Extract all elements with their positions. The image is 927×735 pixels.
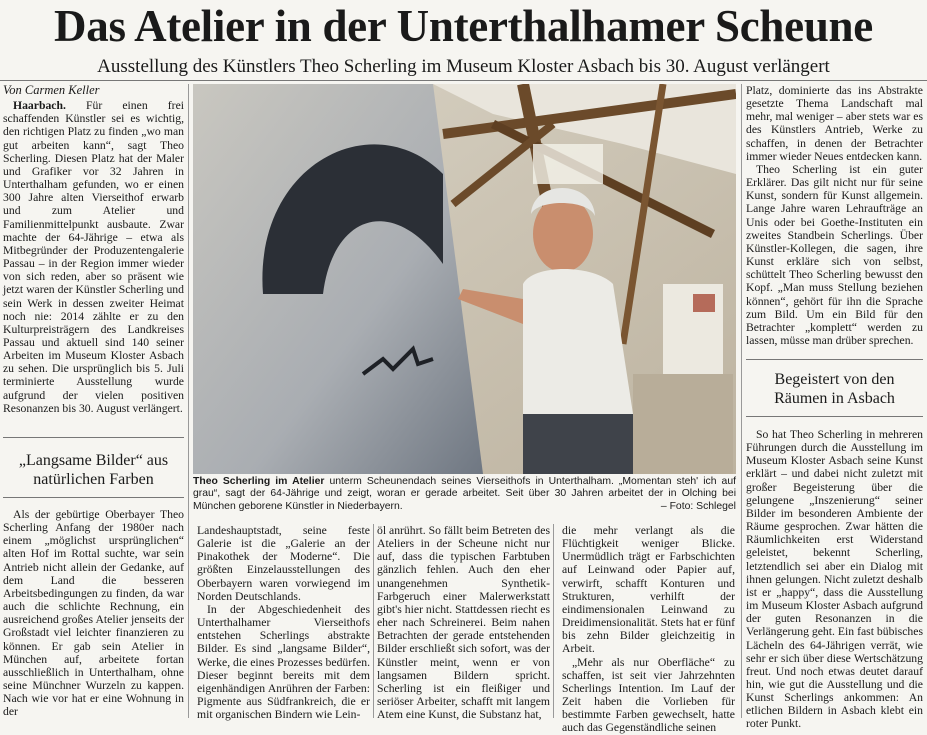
section-subtitle: Begeistert von den Räumen in Asbach [774, 371, 895, 407]
author-byline: Von Carmen Keller [3, 83, 100, 97]
body-paragraph: Platz, dominierte das ins Abstrakte gesetzte Thema Landschaft mal mehr, mal weniger – aber stets war es des Künstlers Antrieb, Werke zu schaffen, in denen der Betrachter immer wieder Neues entdecken kann. [746, 84, 923, 163]
body-paragraph: Landeshauptstadt, seine feste Galerie ist die „Galerie an der Pinakothek der Moderne“. Die größten Einzelausstellungen des Oberbayern waren vorwiegend im Norden Deutschlands. [197, 524, 370, 603]
subtitle-rule-top [3, 437, 184, 438]
subheadline: Ausstellung des Künstlers Theo Scherling im Museum Kloster Asbach bis 30. August verlängert [97, 56, 830, 77]
column-divider [741, 84, 742, 718]
headline: Das Atelier in der Unterthalhamer Scheune [54, 1, 873, 51]
column-4 [562, 524, 735, 735]
caption-text: unterm Scheunendach seines Vierseithofs in Unterthalham. „Momentan steh' ich auf grau“, sagt der 64-Jährige und zeigt, woran er gerade arbeitet. Seit über 30 Jahren arbeitet der in Olching bei München geborene Künstler in Niederbayern. [193, 476, 736, 512]
body-paragraph: Für einen frei schaffenden Künstler sei es wichtig, den richtigen Platz zu finden „wo man gut arbeiten kann“, sagt Theo Scherling. Diesen Platz hat der Maler und Grafiker vor 32 Jahren in Unterthalham gefunden, wo er einen 300 Jahre alten Vierseithof erwarb und zum Atelier und Familienmittelpunkt ausbaute. Zwar machte der 64-Jährige – etwa als Mitbegründer der Produzentengalerie Passau – in der Region immer wieder von sich reden, aber so präsent wie jetzt waren der Künstler Scherling und sein Werk in dessen zweiter Heimat noch nie: 2014 zählte er zu den Kulturpreisträgern des Landkreises Passau und aktuell sind 140 seiner Arbeiten im Museum Kloster Asbach zu sehen. Die ursprünglich bis 5. Juli terminierte Ausstellung wurde aufgrund der vielen positiven Resonanzen bis 30. August verlängert. [3, 99, 185, 415]
subtitle-rule-bottom [746, 416, 923, 417]
column-2 [197, 524, 370, 721]
column-5-top [746, 84, 923, 347]
headline-rule [0, 80, 927, 81]
photo-caption [193, 476, 736, 513]
column-divider [188, 84, 189, 718]
subtitle-rule-bottom [3, 497, 184, 498]
column-divider [553, 524, 554, 718]
subtitle-block-1 [3, 451, 184, 489]
photo-credit: – Foto: Schlegel [660, 500, 736, 512]
body-paragraph: In der Abgeschiedenheit des Unterthalhamer Vierseithofs entstehen Scherlings abstrakte Bilder. Es sind „langsame Bilder“, Werke, die eines Prozesses bedürfen. Dieser beginnt bereits mit dem eigenhändigen Anrühren der Farben: Pigmente aus Südfrankreich, die er mit organischen Bindern wie Lein- [197, 602, 371, 722]
section-subtitle: „Langsame Bilder“ aus natürlichen Farben [18, 452, 169, 488]
body-paragraph: „Mehr als nur Oberfläche“ zu schaffen, ist seit vier Jahrzehnten Scherlings Intention. Im Lauf der Zeit haben die Vorlieben für bestimmte Farben gewechselt, hatte auch das Gegenständliche seinen [562, 655, 735, 735]
column-3 [377, 524, 550, 721]
body-paragraph: Theo Scherling ist ein guter Erklärer. Das gilt nicht nur für seine Kunst, sondern für Kunst allgemein. Lange Jahre waren Lehraufträge an Unis oder bei Goethe-Instituten ein zweites Standbein Scherlings. Über Künstler-Kollegen, die sagen, ihre Kunst erkläre sich von selbst, schüttelt Theo Scherling bewusst den Kopf. „Man muss Stellung beziehen können“, gehört für ihn die Sprache zum Bild. Um ein Bild für den Betrachter „komplett“ werden zu lassen, müsse man drüber sprechen. [746, 162, 923, 347]
body-paragraph: die mehr verlangt als die Flüchtigkeit weniger Blicke. Unermüdlich trägt er Farbschichten auf Leinwand oder Papier auf, verwirft, schafft Konturen und Strukturen, verhilft der eindimensionalen Leinwand zu Dreidimensionalität. Stets hat er fünf bis zehn Bilder gleichzeitig in Arbeit. [562, 524, 735, 656]
column-5-bottom [746, 428, 923, 731]
column-1-bottom [3, 508, 184, 719]
body-paragraph: öl anrührt. So fällt beim Betreten des Ateliers in der Scheune nicht nur auf, dass die typischen Farbtuben gänzlich fehlen. Auch den eher unangenehmen Synthetik-Farbgeruch einer Malerwerkstatt gibt's hier nicht. Stattdessen riecht es eher nach Schreinerei. Beim nahen Betrachten der gerade entstehenden Bilder erschließt sich sofort, was der Künstler meint, wenn er von langsamen Bildern spricht. Scherling ist ein fleißiger und seriöser Arbeiter, schafft mit langem Atem eine Kunst, die Substanz hat, [377, 524, 550, 722]
subtitle-block-2 [746, 370, 923, 408]
body-paragraph: So hat Theo Scherling in mehreren Führungen durch die Ausstellung im Museum Kloster Asbach seine Kunst erklärt – und dabei nicht zuletzt mit großer Begeisterung über die gelungene „Inszenierung“ seiner Bilder im besonderen Ambiente der Räume gesprochen. Zwar hätten die Räumlichkeiten erst Widerstand geleistet, bekennt Scherling, letztendlich sei aber ein Dialog mit ihnen gelungen. Nicht zuletzt deshalb ist er „happy“, dass die Ausstellung im Museum Kloster Asbach aufgrund der guten Resonanzen in die Verlängerung geht. Ein fast bübisches Lächeln des 64-Jährigen verrät, wie sehr er sich über diese Wertschätzung freut. Und noch etwas deutet darauf hin, wie gut die Ausstellung und die Kunst Scherlings ankommen: An etlichen Bildern in Asbach klebt ein roter Punkt. [746, 428, 923, 731]
column-1-top [3, 84, 184, 415]
caption-lead: Theo Scherling im Atelier [193, 476, 325, 487]
dateline-place: Haarbach. [13, 99, 66, 113]
atelier-photo-illustration [193, 84, 736, 474]
article-photo [193, 84, 736, 474]
column-divider [373, 524, 374, 718]
subtitle-rule-top [746, 359, 923, 360]
body-paragraph: Als der gebürtige Oberbayer Theo Scherling Anfang der 1980er nach einem „möglichst ursprünglichen“ alten Hof im Rottal suchte, war sein Antrieb nicht allein der Gedanke, auf dem Land die besseren Arbeitsbedingungen zu finden, da war auch die schlichte Rechnung, ein ausreichend großes Atelier jenseits der Großstadt viel leichter finanzieren zu können. Er gab sein Atelier in München auf, arbeitete fortan ausschließlich in Unterthalham, ohne seine Münchner Wurzeln zu kappen. Nach wie vor hat er eine Wohnung in der [3, 508, 184, 719]
